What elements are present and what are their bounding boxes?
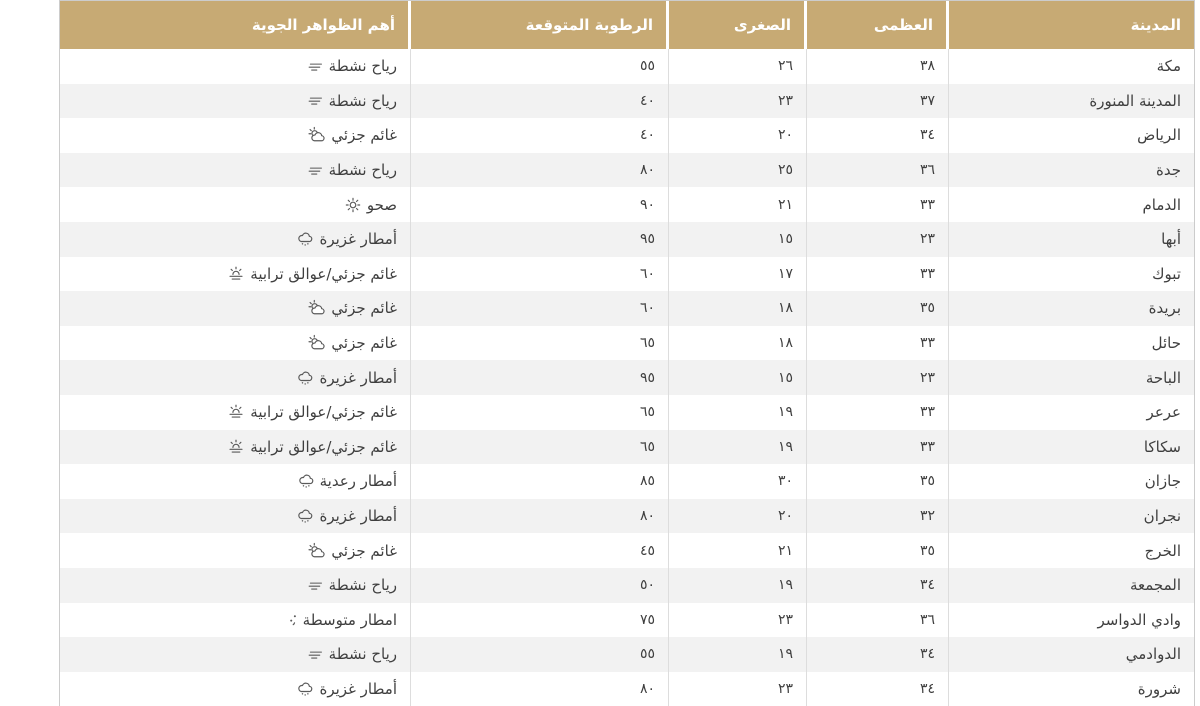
phenomena-cell	[60, 187, 411, 222]
min-temp-cell: ٢٠	[669, 118, 807, 153]
max-temp-cell: ٣٥	[807, 464, 949, 499]
phenomena-label: رياح نشطة	[328, 161, 397, 180]
phenomena-cell	[60, 603, 411, 638]
table-row	[60, 222, 1194, 257]
phenomena-label: غائم جزئي/عوالق ترابية	[250, 264, 397, 283]
min-temp-cell: ٢٣	[669, 672, 807, 706]
min-temp-cell: ١٧	[669, 257, 807, 292]
phenomena-cell	[60, 464, 411, 499]
humidity-cell: ٥٥	[411, 49, 669, 84]
table-row	[60, 533, 1194, 568]
phenomena-label: غائم جزئي	[331, 299, 397, 318]
table-row	[60, 291, 1194, 326]
city-cell: الدوادمي	[1125, 645, 1181, 664]
max-temp-cell: ٣٥	[807, 291, 949, 326]
column-header-max-temp: العظمى	[807, 1, 949, 49]
max-temp-cell: ٣٤	[807, 672, 949, 706]
min-temp-cell: ١٩	[669, 568, 807, 603]
dust-haze-icon	[227, 403, 245, 421]
max-temp-cell: ٣٤	[807, 118, 949, 153]
partly-cloudy-icon	[308, 126, 326, 144]
max-temp-cell: ٣٣	[807, 430, 949, 465]
dust-haze-icon	[227, 265, 245, 283]
city-cell: نجران	[1143, 507, 1181, 526]
humidity-cell: ٤٥	[411, 533, 669, 568]
city-cell: مكة	[1156, 57, 1181, 76]
humidity-cell: ٨٥	[411, 464, 669, 499]
phenomena-label: رياح نشطة	[328, 576, 397, 595]
phenomena-label: غائم جزئي/عوالق ترابية	[250, 437, 397, 456]
humidity-cell: ٥٥	[411, 637, 669, 672]
heavy-rain-icon	[296, 507, 314, 525]
table-row	[60, 49, 1194, 84]
min-temp-cell: ٢٠	[669, 499, 807, 534]
phenomena-cell	[60, 672, 411, 706]
phenomena-label: أمطار غزيرة	[319, 368, 397, 387]
table-row	[60, 464, 1194, 499]
humidity-cell: ٤٠	[411, 118, 669, 153]
humidity-cell: ٨٠	[411, 499, 669, 534]
max-temp-cell: ٣٤	[807, 568, 949, 603]
city-cell: بريدة	[1148, 299, 1181, 318]
min-temp-cell: ٢١	[669, 187, 807, 222]
table-row	[60, 499, 1194, 534]
table-row	[60, 153, 1194, 188]
max-temp-cell: ٣٨	[807, 49, 949, 84]
city-cell: تبوك	[1152, 264, 1181, 283]
dust-haze-icon	[227, 438, 245, 456]
table-row	[60, 118, 1194, 153]
phenomena-label: غائم جزئي	[331, 541, 397, 560]
humidity-cell: ٤٠	[411, 84, 669, 119]
max-temp-cell: ٣٣	[807, 395, 949, 430]
wind-icon	[307, 577, 324, 594]
min-temp-cell: ١٨	[669, 326, 807, 361]
phenomena-cell	[60, 326, 411, 361]
min-temp-cell: ١٨	[669, 291, 807, 326]
phenomena-cell	[60, 430, 411, 465]
phenomena-label: غائم جزئي	[331, 126, 397, 145]
table-row	[60, 326, 1194, 361]
min-temp-cell: ٢٣	[669, 84, 807, 119]
partly-cloudy-icon	[308, 542, 326, 560]
heavy-rain-icon	[296, 680, 314, 698]
phenomena-label: أمطار رعدية	[319, 472, 397, 491]
phenomena-cell	[60, 257, 411, 292]
min-temp-cell: ١٩	[669, 395, 807, 430]
weather-forecast-table	[59, 0, 1195, 706]
phenomena-cell	[60, 533, 411, 568]
wind-icon	[307, 646, 324, 663]
humidity-cell: ٥٠	[411, 568, 669, 603]
table-row	[60, 603, 1194, 638]
humidity-cell: ٩٠	[411, 187, 669, 222]
humidity-cell: ٦٥	[411, 395, 669, 430]
wind-icon	[307, 92, 324, 109]
city-cell: وادي الدواسر	[1097, 610, 1181, 629]
table-row	[60, 672, 1194, 706]
table-row	[60, 187, 1194, 222]
max-temp-cell: ٣٢	[807, 499, 949, 534]
phenomena-cell	[60, 637, 411, 672]
heavy-rain-icon	[296, 369, 314, 387]
humidity-cell: ٦٥	[411, 430, 669, 465]
city-cell: الباحة	[1145, 368, 1181, 387]
city-cell: سكاكا	[1143, 437, 1181, 456]
max-temp-cell: ٣٧	[807, 84, 949, 119]
phenomena-label: أمطار غزيرة	[319, 507, 397, 526]
max-temp-cell: ٣٣	[807, 257, 949, 292]
max-temp-cell: ٣٤	[807, 637, 949, 672]
column-header-city: المدينة	[949, 1, 1194, 49]
city-cell: حائل	[1151, 334, 1181, 353]
wind-icon	[307, 58, 324, 75]
phenomena-label: غائم جزئي	[331, 334, 397, 353]
heavy-rain-icon	[296, 230, 314, 248]
max-temp-cell: ٢٣	[807, 360, 949, 395]
phenomena-cell	[60, 568, 411, 603]
phenomena-label: غائم جزئي/عوالق ترابية	[250, 403, 397, 422]
min-temp-cell: ١٩	[669, 430, 807, 465]
phenomena-cell	[60, 360, 411, 395]
phenomena-cell	[60, 499, 411, 534]
phenomena-label: صحو	[366, 195, 397, 214]
city-cell: المدينة المنورة	[1089, 91, 1181, 110]
phenomena-cell	[60, 291, 411, 326]
phenomena-cell	[60, 118, 411, 153]
phenomena-cell	[60, 395, 411, 430]
humidity-cell: ٦٠	[411, 291, 669, 326]
table-row	[60, 430, 1194, 465]
city-cell: عرعر	[1146, 403, 1181, 422]
phenomena-label: أمطار غزيرة	[319, 679, 397, 698]
table-row	[60, 637, 1194, 672]
city-cell: جدة	[1155, 161, 1181, 180]
min-temp-cell: ١٩	[669, 637, 807, 672]
max-temp-cell: ٢٣	[807, 222, 949, 257]
table-body	[60, 49, 1194, 706]
table-row	[60, 395, 1194, 430]
city-cell: شرورة	[1137, 679, 1181, 698]
min-temp-cell: ٢٣	[669, 603, 807, 638]
light-rain-drops-icon	[287, 613, 298, 626]
table-row	[60, 568, 1194, 603]
city-cell: المجمعة	[1129, 576, 1181, 595]
city-cell: الرياض	[1137, 126, 1181, 145]
humidity-cell: ٨٠	[411, 153, 669, 188]
table-header-row	[60, 1, 1194, 49]
table-row	[60, 257, 1194, 292]
phenomena-label: رياح نشطة	[328, 91, 397, 110]
min-temp-cell: ١٥	[669, 360, 807, 395]
city-cell: أبها	[1161, 230, 1181, 249]
column-header-phenomena: أهم الظواهر الجوية	[60, 1, 411, 49]
partly-cloudy-icon	[308, 299, 326, 317]
min-temp-cell: ٢٥	[669, 153, 807, 188]
max-temp-cell: ٣٦	[807, 153, 949, 188]
city-cell: جازان	[1144, 472, 1181, 491]
city-cell: الدمام	[1142, 195, 1181, 214]
max-temp-cell: ٣٣	[807, 187, 949, 222]
phenomena-label: رياح نشطة	[328, 645, 397, 664]
phenomena-label: رياح نشطة	[328, 57, 397, 76]
min-temp-cell: ٣٠	[669, 464, 807, 499]
phenomena-cell	[60, 84, 411, 119]
phenomena-cell	[60, 153, 411, 188]
max-temp-cell: ٣٣	[807, 326, 949, 361]
humidity-cell: ٦٠	[411, 257, 669, 292]
phenomena-cell	[60, 222, 411, 257]
phenomena-label: امطار متوسطة	[302, 610, 397, 629]
column-header-min-temp: الصغرى	[669, 1, 807, 49]
phenomena-cell	[60, 49, 411, 84]
column-header-humidity: الرطوبة المتوقعة	[411, 1, 669, 49]
min-temp-cell: ١٥	[669, 222, 807, 257]
humidity-cell: ٩٥	[411, 360, 669, 395]
clear-sun-icon	[344, 196, 362, 214]
wind-icon	[307, 162, 324, 179]
humidity-cell: ٦٥	[411, 326, 669, 361]
min-temp-cell: ٢٦	[669, 49, 807, 84]
heavy-rain-icon	[297, 472, 315, 490]
humidity-cell: ٧٥	[411, 603, 669, 638]
partly-cloudy-icon	[308, 334, 326, 352]
max-temp-cell: ٣٥	[807, 533, 949, 568]
phenomena-label: أمطار غزيرة	[319, 230, 397, 249]
humidity-cell: ٩٥	[411, 222, 669, 257]
humidity-cell: ٨٠	[411, 672, 669, 706]
min-temp-cell: ٢١	[669, 533, 807, 568]
table-row	[60, 84, 1194, 119]
city-cell: الخرج	[1144, 541, 1181, 560]
table-row	[60, 360, 1194, 395]
max-temp-cell: ٣٦	[807, 603, 949, 638]
